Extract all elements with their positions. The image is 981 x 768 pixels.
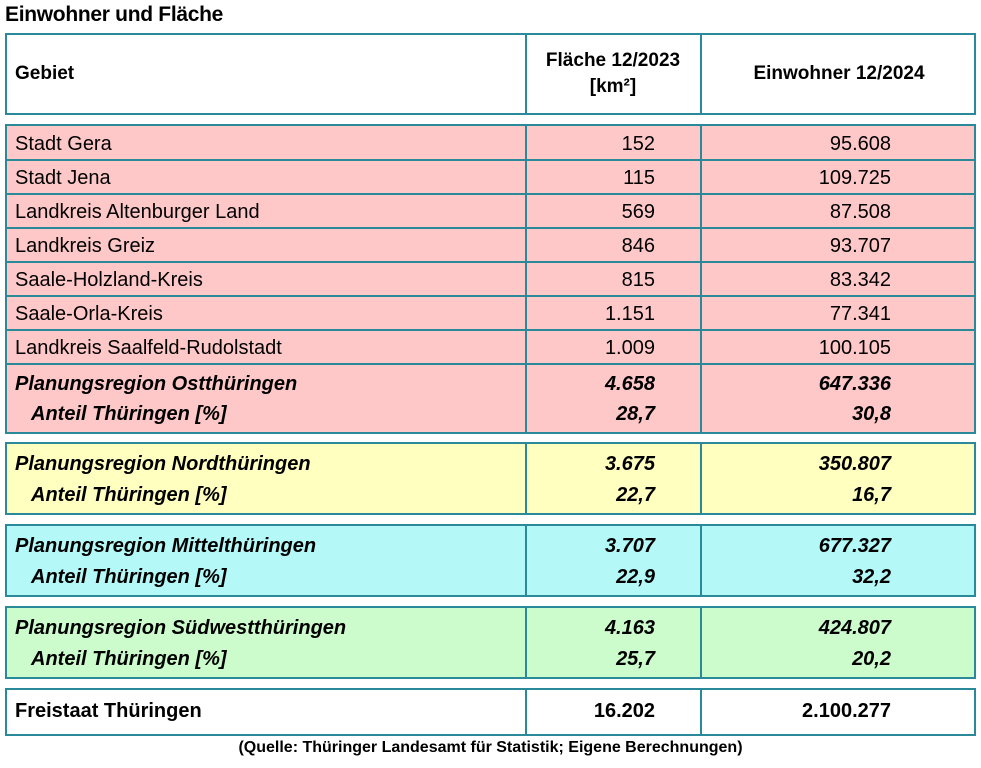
anteil-row-mittel [7,561,974,593]
table-row [7,230,974,262]
header-flaeche [527,35,699,113]
anteil-einwohner: 16,7 [852,483,891,506]
row-name: Stadt Gera [15,132,112,155]
block-mittelthueringen [5,524,976,597]
anteil-flaeche: 22,7 [616,483,655,506]
region-row-suedwest [7,612,974,644]
region-name: Planungsregion Südwestthüringen [15,616,347,639]
region-row-nord [7,448,974,480]
region-name: Planungsregion Nordthüringen [15,452,311,475]
anteil-einwohner: 32,2 [852,565,891,588]
total-flaeche: 16.202 [593,699,655,722]
region-einwohner: 647.336 [818,372,891,395]
region-flaeche: 3.675 [604,452,655,475]
anteil-name: Anteil Thüringen [%] [31,647,227,670]
region-einwohner: 677.327 [818,534,891,557]
table-row [7,162,974,194]
region-einwohner: 424.807 [818,616,891,639]
anteil-name: Anteil Thüringen [%] [31,483,227,506]
table-row [7,196,974,228]
anteil-name: Anteil Thüringen [%] [31,402,227,425]
row-einwohner: 87.508 [829,200,891,223]
block-ostthueringen [5,124,976,434]
region-name: Planungsregion Ostthüringen [15,372,298,395]
anteil-name: Anteil Thüringen [%] [31,565,227,588]
row-einwohner: 77.341 [829,302,891,325]
row-einwohner: 100.105 [818,336,891,359]
region-row-ost [7,368,974,400]
region-einwohner: 350.807 [818,452,891,475]
row-name: Landkreis Greiz [15,234,156,257]
row-einwohner: 83.342 [829,268,891,291]
row-name: Stadt Jena [15,166,111,189]
region-flaeche: 3.707 [604,534,655,557]
row-flaeche: 1.009 [604,336,655,359]
table-row [7,128,974,160]
header-gebiet: Gebiet [15,63,75,84]
table-row [7,332,974,364]
total-row [7,690,974,732]
block-suedwestthueringen [5,606,976,679]
row-flaeche: 115 [623,166,655,189]
page-title: Einwohner und Fläche [5,3,224,26]
source-note: (Quelle: Thüringer Landesamt für Statistik; Eigene Berechnungen) [238,739,743,756]
table-row [7,298,974,330]
row-name: Saale-Holzland-Kreis [15,268,203,291]
region-flaeche: 4.163 [604,616,655,639]
row-einwohner: 109.725 [818,166,891,189]
row-flaeche: 152 [621,132,655,155]
anteil-row-ost [7,398,974,430]
table-header [5,33,976,115]
block-total [5,688,976,736]
row-name: Saale-Orla-Kreis [15,302,163,325]
region-flaeche: 4.658 [604,372,655,395]
anteil-flaeche: 25,7 [616,647,655,670]
anteil-row-suedwest [7,643,974,675]
region-name: Planungsregion Mittelthüringen [15,534,317,557]
total-einwohner: 2.100.277 [802,699,891,722]
total-name: Freistaat Thüringen [15,699,202,722]
header-flaeche-line1: Fläche 12/2023 [545,50,681,71]
row-flaeche: 815 [621,268,655,291]
header-flaeche-line2: [km²] [589,76,637,97]
anteil-flaeche: 28,7 [616,402,655,425]
anteil-row-nord [7,479,974,511]
anteil-einwohner: 30,8 [852,402,891,425]
row-einwohner: 93.707 [829,234,891,257]
anteil-einwohner: 20,2 [852,647,891,670]
row-flaeche: 1.151 [604,302,655,325]
anteil-flaeche: 22,9 [616,565,655,588]
row-name: Landkreis Saalfeld-Rudolstadt [15,336,282,359]
row-name: Landkreis Altenburger Land [15,200,260,223]
row-einwohner: 95.608 [829,132,891,155]
table-row [7,264,974,296]
region-row-mittel [7,530,974,562]
row-flaeche: 569 [621,200,655,223]
block-nordthueringen [5,442,976,515]
header-einwohner: Einwohner 12/2024 [753,63,925,84]
row-flaeche: 846 [621,234,655,257]
